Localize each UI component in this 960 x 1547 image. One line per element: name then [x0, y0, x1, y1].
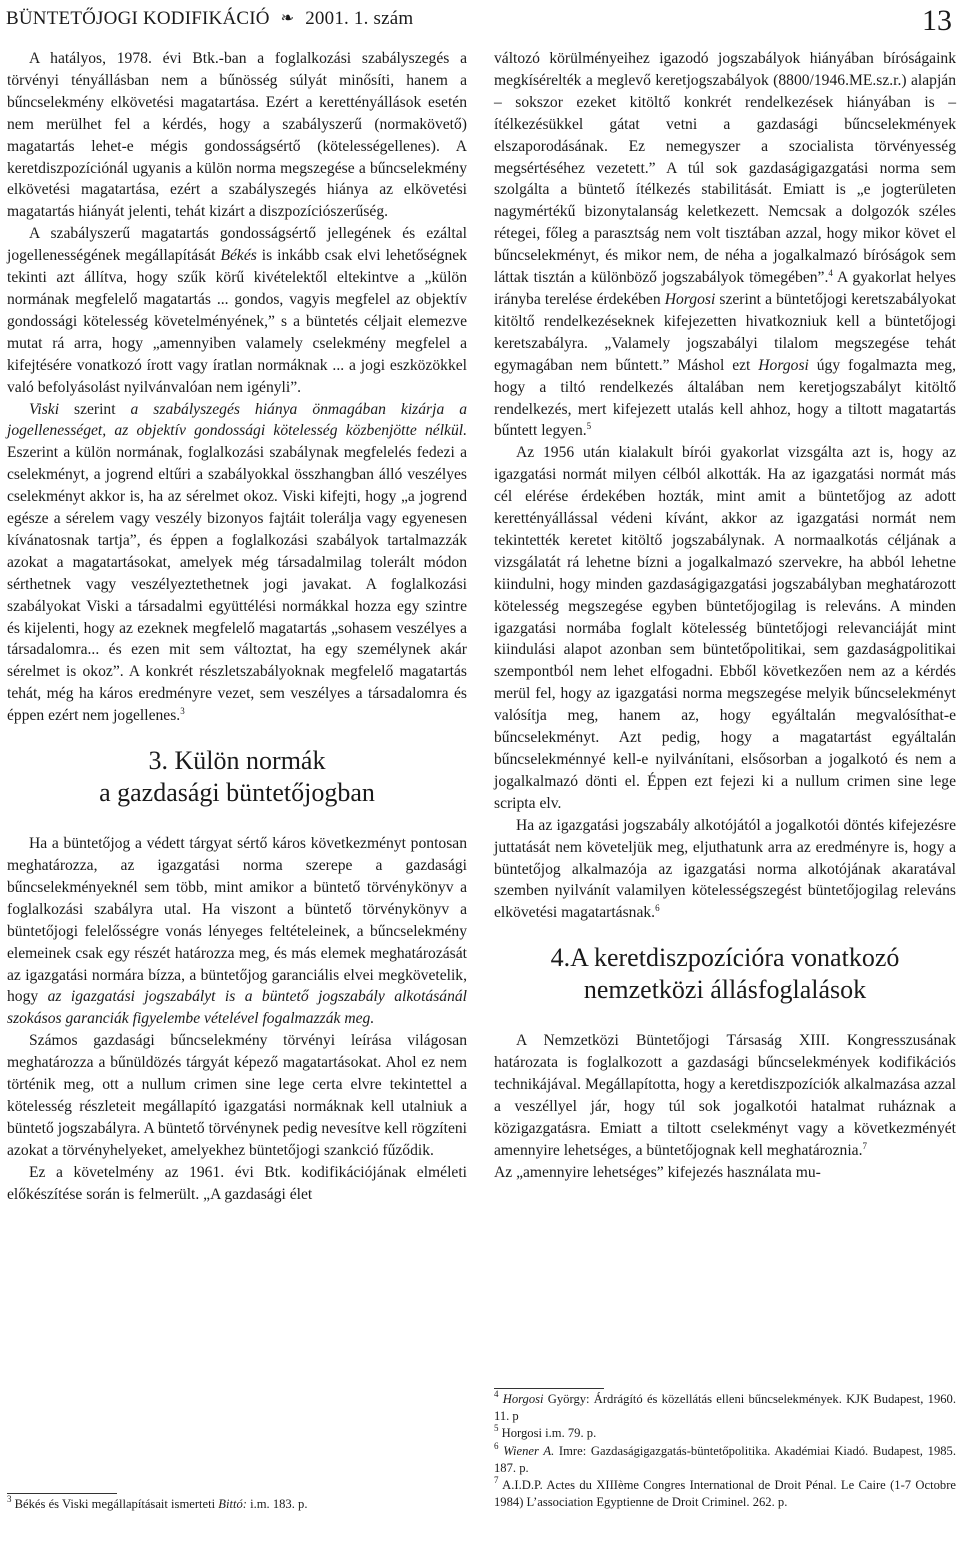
text-run: változó körülményeihez igazodó jogszabályok hiányában bíróságaink megkísérelték a meglevő keretjogszabályok (8800/1946.ME.sz.r.) alapján – sokszor ezeket kitöltő konkrét rendelkezések hiányában is – ítélkezésükkel gátat vetni a gazdasági bűncselekmények elszaporodásának. Ez nemegyszer a szocialista törvényesség megsértéséhez vezetett.” A túl sok gazdaságigazgatási norma sem szolgálta a büntető ítélkezés stabilitását. Emiatt is „e jogterületen nagymértékű bizonytalanság keletkezett. Nemcsak a dolgozók széles rétegei, főleg a parasztság nem volt tisztában azzal, hogy mikor követ el bűncselekményt, és mikor nem, de néha a jogalkalmazó bíróságok sem láttak tisztán a különböző jogszabályok tömegében”.	[494, 50, 956, 287]
text-run: György: Árdrágító és közellátás elleni bűncselekmények. KJK Budapest, 1960. 11. p	[494, 1392, 956, 1424]
italic-name: Bittó:	[218, 1497, 247, 1511]
text-run: Horgosi i.m. 79. p.	[498, 1426, 597, 1441]
footnote	[494, 1440, 956, 1477]
footnote-ref: 6	[655, 903, 660, 914]
footnote-number: 4	[494, 1389, 499, 1399]
text-run: Eszerint a külön normának, foglalkozási szabálynak megfelelés fedezi a cselekményt, a jogrend eltűri a szabályokkal összhangban álló veszélyes cselekményt akkor is, ha az sérelmet okoz. Viski kifejti, hogy „a jogrend egésze a sérelem vagy veszély bizonyos fajtáit tolerálja vagy egyenesen kívánatosnak tartja”, és éppen a foglalkozási szabályok tartalmazzák azokat a magatartásokat, amelyek még társadalmilag tolerált módon sérthetnek vagy veszélyeztethetnek jogi javakat. A foglalkozási szabályokat Viski a társadalmi együttélési normákkal hozza egy szintre és kijelenti, hogy az ezeknek megfelelő magatartás „sohasem veszélyes a társadalomra... és ezen mit sem változtat, ha egy személynek akár sérelmet is okoz”. A konkrét részletszabályoknak megfelelő magatartás tehát, még ha káros eredményre vezet, sem veszélyes a társadalomra és éppen ezért nem jogellenes.	[7, 444, 467, 725]
footnote	[7, 1496, 467, 1513]
italic-name: Horgosi	[758, 356, 809, 374]
section-3-heading	[7, 745, 467, 809]
italic-name: Viski	[29, 400, 60, 418]
section-4-heading	[494, 942, 956, 1006]
italic-quote: az igazgatási jogszabályt is a büntető jogszabály alkotásánál szokásos garanciák figyelembe vételével fogalmazzák meg.	[7, 988, 467, 1028]
paragraph	[7, 223, 467, 398]
footnote-number: 7	[494, 1475, 499, 1486]
heading-line: a gazdasági büntetőjogban	[99, 778, 375, 808]
text-run: A gyakorlat helyes irányba terelése érdekében	[494, 269, 956, 308]
header-journal-line	[6, 8, 413, 30]
text-run: szerint a büntetőjogi keretszabályokat kitöltő rendelkezéseknek kifejezetten hivatkozniuk kell a büntetőjogi keretszabályra. „Valamely jogszabályi tilalom megszegése tehát egymagában nem bűntett.” Máshol ezt	[494, 290, 956, 374]
text-run: is inkább csak elvi lehetőségnek tekinti azt állítva, hogy szűk körű kivételektől eltekintve a „külön normának megfelelő magatartás ... gondos, vagyis megfelel az objektív gondossági kötelesség követelményének,” s a büntetés céljait elemezve mutat rá arra, hogy „amennyiben valamely cselekmény megfelel a kifejtésére vonatkozó írott vagy íratlan normáknak ... a jogi eszközökkel való befolyásolást nyilvánvalóan nem igényli”.	[7, 247, 467, 396]
paragraph	[7, 833, 467, 1030]
running-header	[6, 6, 952, 36]
ornament-icon: ❧	[280, 10, 295, 27]
left-column	[7, 48, 467, 1206]
heading-line: 4.A keretdiszpozícióra vonatkozó	[550, 943, 900, 973]
heading-line: nemzetközi állásfoglalások	[583, 975, 867, 1005]
text-run: Az 1956 után kialakult bírói gyakorlat vizsgálta azt is, hogy az igazgatási normát milyen célból alkották. Ha az igazgatási normát más cél elérése érdekében hozták, mint amit a büntetőjog az adott kerettényállással védeni kívánt, akkor az igazgatási normát nem tekintették keretet kitöltő jogszabálynak. A normaalkotás céljának a vizsgálatát rá lehetne bízni a jogalkalmazó szervekre, ha abból lehetne kiindulni, hogy minden gazdaságigazgatási jogszabályban meghatározott kötelesség megszegése egyben büntetőjogilag is releváns. A minden igazgatási normába foglalt kötelesség büntetőjogi relevanciáját mint kiindulási alapot azonban sem büntetőpolitikai, sem gazdaságpolitikai szempontból nem lehet elfogadni. Ebből következően nem az a kérdés merül fel, hogy az igazgatási norma megszegése melyik bűncselekményt valósítja meg, hanem az, hogy egyáltalán megvalósíthat-e bűncselekményt. Azt pedig, hogy a magatartást egyáltalán bűncselekménnyé kell-e nyilvánítani, elsősorban a jogalkotó és nem a jogalkalmazó dönti el. Éppen ezt fejezi ki a nullum crimen sine lege scripta elv.	[494, 444, 956, 812]
paragraph	[7, 1162, 467, 1206]
footnote-ref: 7	[862, 1140, 867, 1151]
text-run: A hatályos, 1978. évi Btk.-ban a foglalkozási szabályszegés a törvényi tényállásban nem a bűnösség súlyát minősíti, hanem a bűncselekmény elkövetési magatartása. Ezért a kerettényállások esetén nem merülhet fel a kérdés, hogy a szabályszerű (normakövető) magatartás lehet-e mégis gondosságsértő (kötelességellenes). A keretdiszpozíciónál ugyanis a külön norma megszegése a bűncselekmény elkövetési magatartása, ezért a szabályszegés hiánya az elkövetési magatartás hiányát jelenti, tehát kizárt a diszpozíciószerűség.	[7, 50, 467, 221]
paragraph	[7, 1030, 467, 1161]
text-run: Az „amennyire lehetséges” kifejezés használata mu-	[494, 1163, 821, 1181]
paragraph	[7, 48, 467, 223]
paragraph	[494, 442, 956, 814]
paragraph	[7, 399, 467, 728]
text-run: A Nemzetközi Büntetőjogi Társaság XIII. Kongresszusának határozata is foglalkozott a gazdasági bűncselekmények kodifikációs technikájával. Megállapította, hogy a keretdiszpozíciók alkalmazása azzal a veszéllyel jár, hogy túl sok jogalkotói hatalmat ruháznak a közigazgatásra. Emiatt a tiltott cselekményt vagy a következményét amennyire lehetséges, a büntetőjognak kell meghatároznia.	[494, 1032, 956, 1159]
text-run: úgy fogalmazta meg, hogy a tiltó rendelkezés általában nem keretjogszabályt kitöltő rendelkezés, mert kifejezett utalás kell ahhoz, hogy a tiltott magatartás bűntett legyen.	[494, 356, 956, 440]
left-footnotes	[7, 1493, 467, 1513]
right-footnotes	[494, 1388, 956, 1511]
journal-title: BÜNTETŐJOGI KODIFIKÁCIÓ	[6, 8, 270, 29]
text-run: Számos gazdasági bűncselekmény törvényi leírása világosan meghatározza a bűnüldözés tárgyát képező magatartásokat. Ahol ez nem történik meg, ott a nullum crimen sine lege certa elvre tekintettel a kötelesség részleteit megállapító igazgatási normáknak kell utalniuk a büntető jogszabályra. A büntető törvénynek pedig nevesítve kell rögzíteni azokat a törvényhelyeket, amelyekhez büntetőjogi szankció fűződik.	[7, 1032, 467, 1159]
italic-name: Horgosi	[502, 1392, 544, 1406]
right-column	[494, 48, 956, 1184]
footnote	[494, 1477, 956, 1511]
paragraph	[494, 1030, 956, 1161]
footnote-number: 3	[7, 1494, 12, 1504]
footnote-number: 5	[494, 1423, 499, 1434]
paragraph	[494, 815, 956, 925]
text-run: Ha az igazgatási jogszabály alkotójától a jogalkotói döntés kifejezésre juttatását nem követeljük meg, eljuthatunk arra az eredményre is, hogy a büntetőjog alkalmazója az igazgatási norma alkotójának akaratával szemben nyilvánít valamilyen kötelességszegést büntetőjogilag releváns elkövetési magatartásnak.	[494, 816, 956, 922]
footnote-ref: 5	[586, 421, 592, 432]
footnote	[494, 1391, 956, 1425]
heading-line: 3. Külön normák	[148, 746, 326, 776]
text-run: A szabályszerű magatartás gondosságsértő jellegének és ezáltal jogellenességének megállapítását	[7, 225, 467, 265]
text-run: i.m. 183. p.	[246, 1497, 308, 1511]
text-run: Ez a követelmény az 1961. évi Btk. kodifikációjának elméleti előkészítése során is felmerült. „A gazdasági élet	[7, 1163, 467, 1203]
page-number: 13	[922, 4, 952, 37]
footnote-ref: 4	[828, 268, 833, 279]
footnote	[494, 1425, 956, 1442]
text-run: Békés és Viski megállapításait ismerteti	[11, 1497, 219, 1511]
text-run: A.I.D.P. Actes du XIIIème Congres International de Droit Pénal. Le Caire (1-7 Octobre 1984) L’association Egyptienne de Droit Criminel. 262. p.	[494, 1478, 956, 1510]
paragraph	[494, 48, 956, 442]
italic-name: Wiener A.	[503, 1443, 555, 1458]
text-run: Ha a büntetőjog a védett tárgyat sértő káros következményt pontosan meghatározza, az igazgatási norma szerepe a gazdasági bűncselekményeknél sem több, mint amikor a büntető törvénykönyv a foglalkozási szabályra utal. Ha viszont a büntető törvénykönyv a büntetőjogi felelősségre vonás lényeges feltételeinek, a bűncselekmény elemeinek csak egy részét határozza meg, és más elemek meghatározását az igazgatási normára bízza, a büntetőjog garanciális elvei megkövetelik, hogy	[7, 835, 467, 1006]
paragraph	[494, 1162, 956, 1184]
italic-name: Békés	[220, 247, 257, 265]
footnote-divider	[494, 1388, 604, 1389]
italic-name: Horgosi	[664, 290, 716, 308]
footnote-number: 6	[494, 1440, 499, 1451]
text-run: Imre: Gazdaságigazgatás-büntetőpolitika. Akadémiai Kiadó. Budapest, 1985. 187. p.	[494, 1443, 956, 1475]
italic-quote: a szabályszegés hiánya önmagában kizárja a jogellenességet, az objektív gondossági kötelesség közbenjötte nélkül.	[7, 400, 467, 440]
text-run: szerint	[59, 400, 131, 418]
issue-label: 2001. 1. szám	[305, 8, 414, 29]
footnote-ref: 3	[180, 706, 185, 717]
footnote-divider	[7, 1493, 117, 1494]
